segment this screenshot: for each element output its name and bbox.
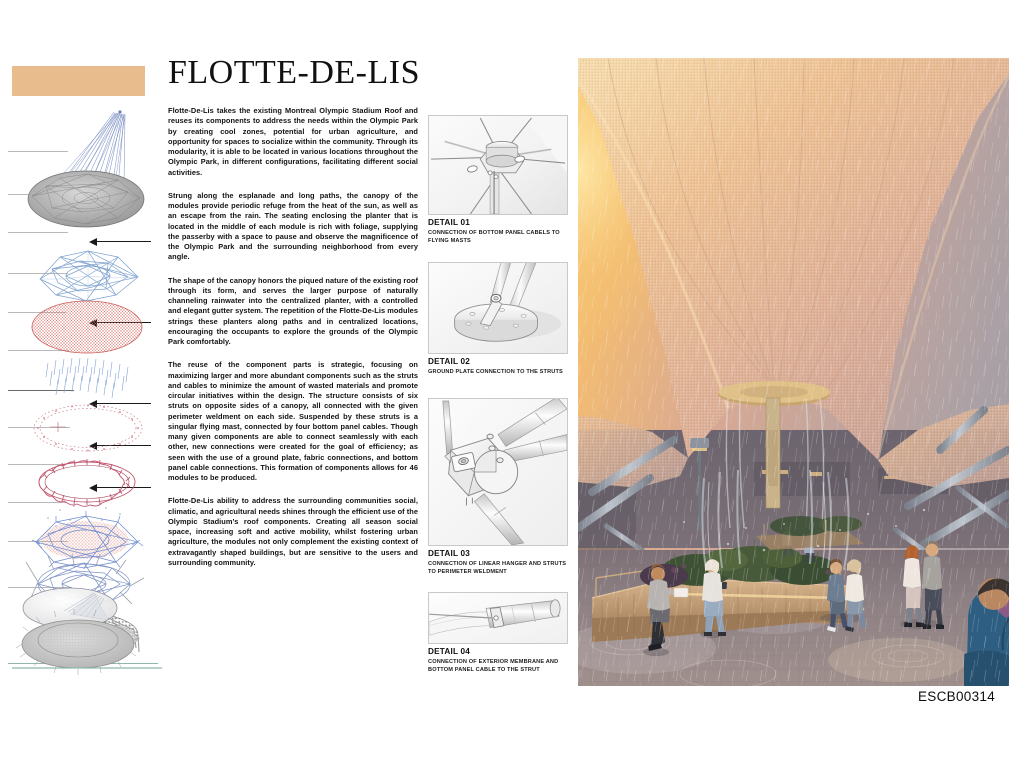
perimeter-dot-ring-layer [30, 402, 146, 454]
detail-title: DETAIL 03 [428, 549, 470, 558]
detail-caption: GROUND PLATE CONNECTION TO THE STRUTS [428, 369, 563, 375]
membrane-cable-strut-render [428, 592, 568, 644]
paragraph: Flotte-De-Lis takes the existing Montreal Olympic Stadium Roof and reuses its components to address the needs within the Olympic Park by creating cool zones, potential for urban agriculture, and opportunity for spaces to socialize within the community. Through its modularity, it is able to be located in various locations throughout the Olympic Park, in different configurations, facilitating different social activities. [168, 106, 418, 177]
perimeter-weldment-render [428, 398, 568, 546]
hanger-rods-layer [36, 355, 140, 403]
page-title: FLOTTE-DE-LIS [168, 54, 421, 91]
upper-cable-net-layer [30, 245, 146, 305]
exploded-axonometric-column [0, 0, 168, 768]
red-mesh-membrane-layer [28, 298, 146, 356]
detail-caption: CONNECTION OF EXTERIOR MEMBRANE AND BOTTOM PANEL CABLE TO THE STRUT [428, 659, 559, 674]
detail-block-03 [428, 398, 568, 576]
text-column [168, 0, 426, 768]
top-fabric-panel-layer [26, 168, 146, 230]
assembled-module-layer [8, 578, 166, 678]
paragraph: Strung along the esplanade and long paths, the canopy of the modules provide periodic refuge from the heat of the sun, as well as an escape from the rain. The seating enclosing the planter that is located in the middle of each module is rich with foliage, supplying the passerby with a space to pause and observe the magnificence of the Olympic Park and the surrounding neighborhood from every angle. [168, 190, 418, 262]
detail-block-02 [428, 262, 568, 376]
detail-title: DETAIL 01 [428, 218, 470, 227]
paragraph: The shape of the canopy honors the piqued nature of the existing roof through its form, and serves the larger purpose of naturally channeling rainwater into the centralized planter, with a controlled and elegant gutter system. The repetition of the Flotte-De-Lis modules strings these planters along paths and in centralized locations, encouraging the occupants to explore the grounds of the Olympic Park comfortably. [168, 275, 418, 346]
ground-plate-render [428, 262, 568, 354]
hero-render-rainy-plaza-under-canopy [578, 58, 1009, 686]
leader-line [8, 232, 68, 233]
detail-title: DETAIL 04 [428, 647, 470, 656]
detail-title: DETAIL 02 [428, 357, 470, 366]
detail-caption: CONNECTION OF LINEAR HANGER AND STRUTS TO PERIMETER WELDMENT [428, 561, 567, 576]
flying-mast-node-render [428, 115, 568, 215]
paragraph: The reuse of the component parts is strategic, focusing on maximizing larger and more abundant components such as the struts and cables to minimize the amount of wasted materials and promote circular initiatives within the design. The structure consists of six struts on opposite sides of a canopy, all connected with the given perimeter weldment on each side. Suspended by these struts is a singular flying mast, connected by four bottom panel cables. Though many given components are able to connect seamlessly with each other, new connections were created for the goal of efficiency; as seen with the use of a ground plate, fabric connections, and bottom panel cable connections. This formation of components allows for 46 modules to be produced. [168, 360, 418, 482]
details-column [428, 0, 574, 768]
paragraph: Flotte-De-Lis ability to address the surrounding communities social, climatic, and agricultural needs shines through the efficient use of the Olympic Stadium’s roof components. Creating all season social space, increasing soft and active mobility, whilst fostering urban agriculture, the modules not only complement the existing context of extravagantly shaped buildings, but are sensitive to the users and surrounding community. [168, 496, 418, 567]
detail-block-01 [428, 115, 568, 245]
accent-bar [12, 66, 145, 96]
detail-caption: CONNECTION OF BOTTOM PANEL CABELS TO FLYING MASTS [428, 230, 560, 245]
project-description [168, 106, 418, 581]
submission-code: ESCB00314 [918, 689, 996, 704]
ground-plate-dots-layer [38, 500, 138, 544]
detail-block-04 [428, 592, 568, 674]
